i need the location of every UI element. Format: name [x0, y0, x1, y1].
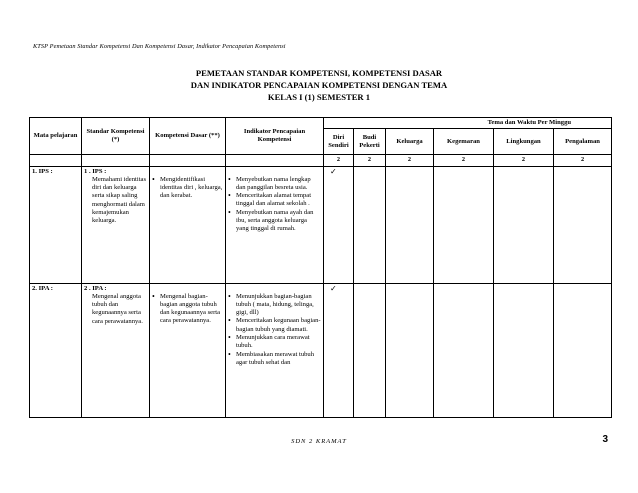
header-tema: Pengalaman [554, 129, 612, 155]
indikator-item: • Membiasakan merawat tubuh agar tubuh sehat dan [236, 351, 321, 368]
document-title [0, 67, 638, 103]
table-row [30, 166, 612, 283]
kd-cell [150, 283, 226, 417]
indikator-item: • Menyebutkan nama lengkap dan panggilan besreta usia. [236, 176, 321, 193]
title-line-3: KELAS I (1) SEMESTER 1 [267, 92, 371, 102]
check-icon: ✓ [330, 166, 337, 176]
header-kompetensi-dasar: Kompetensi Dasar (**) [150, 118, 226, 155]
tema-cell [324, 283, 354, 417]
indikator-item: • Menceritakan kegunaan bagian-bagian tubuh yang diamati. [236, 317, 321, 334]
header-mata-pelajaran: Mata pelajaran [30, 118, 82, 155]
week-count: 2 [354, 155, 386, 166]
competency-mapping-table [29, 117, 612, 418]
header-standar-kompetensi: Standar Kompetensi (*) [82, 118, 150, 155]
title-line-1: PEMETAAN STANDAR KOMPETENSI, KOMPETENSI DASAR [195, 68, 443, 78]
kd-item: • Mengenal bagian-bagian anggota tubuh dan kegunaannya serta cara perawatannya. [160, 293, 223, 326]
tema-cell [324, 166, 354, 283]
sk-code: 2 . IPA : [84, 284, 107, 292]
standar-cell [82, 166, 150, 283]
standar-cell [82, 283, 150, 417]
header-tema: Keluarga [386, 129, 434, 155]
check-icon: ✓ [330, 283, 337, 293]
footer-school: SDN 2 KRAMAT [291, 438, 347, 445]
indikator-cell [226, 166, 324, 283]
mapel-cell: 1. IPS : [30, 166, 82, 283]
kd-item: • Mengidentifikasi identitas diri , keluarga, dan kerabat. [160, 176, 223, 201]
header-tema: Budi Pekerti [354, 129, 386, 155]
sk-text: Memahami identitas diri dan keluarga serta sikap saling menghormati dalam kemajemukan keluarga. [92, 175, 147, 225]
indikator-item: • Menunjukkan bagian-bagian tubuh ( mata, hidung, telinga, gigi, dll) [236, 293, 321, 318]
header-tema-waktu: Tema dan Waktu Per Minggu [324, 118, 612, 129]
header-tema: Kegemaran [434, 129, 494, 155]
sk-text: Mengenal anggota tubuh dan kegunaannya serta cara perawatannya. [92, 292, 143, 325]
week-count: 2 [324, 155, 354, 166]
page-number: 3 [602, 434, 608, 445]
week-count: 2 [434, 155, 494, 166]
kd-cell [150, 166, 226, 283]
indikator-item: • Menyebutkan nama ayah dan ibu, serta anggota keluarga yang tinggal di rumah. [236, 209, 321, 234]
week-count: 2 [494, 155, 554, 166]
indikator-item: • Menceritakan alamat tempat tinggal dan alamat sekolah . [236, 192, 321, 209]
week-count: 2 [554, 155, 612, 166]
mapel-cell: 2. IPA : [30, 283, 82, 417]
indikator-cell [226, 283, 324, 417]
title-line-2: DAN INDIKATOR PENCAPAIAN KOMPETENSI DENGAN TEMA [190, 80, 448, 90]
running-header: KTSP Pemetaan Standar Kompetensi Dan Kompetensi Dasar, Indikator Pencapaian Kompetensi [33, 43, 286, 50]
header-tema: Lingkungan [494, 129, 554, 155]
header-indikator: Indikator Pencapaian Kompetensi [226, 118, 324, 155]
header-tema: Diri Sendiri [324, 129, 354, 155]
week-count: 2 [386, 155, 434, 166]
sk-code: 1 . IPS : [84, 167, 107, 175]
table-row [30, 283, 612, 417]
indikator-item: • Menunjukkan cara merawat tubuh. [236, 334, 321, 351]
